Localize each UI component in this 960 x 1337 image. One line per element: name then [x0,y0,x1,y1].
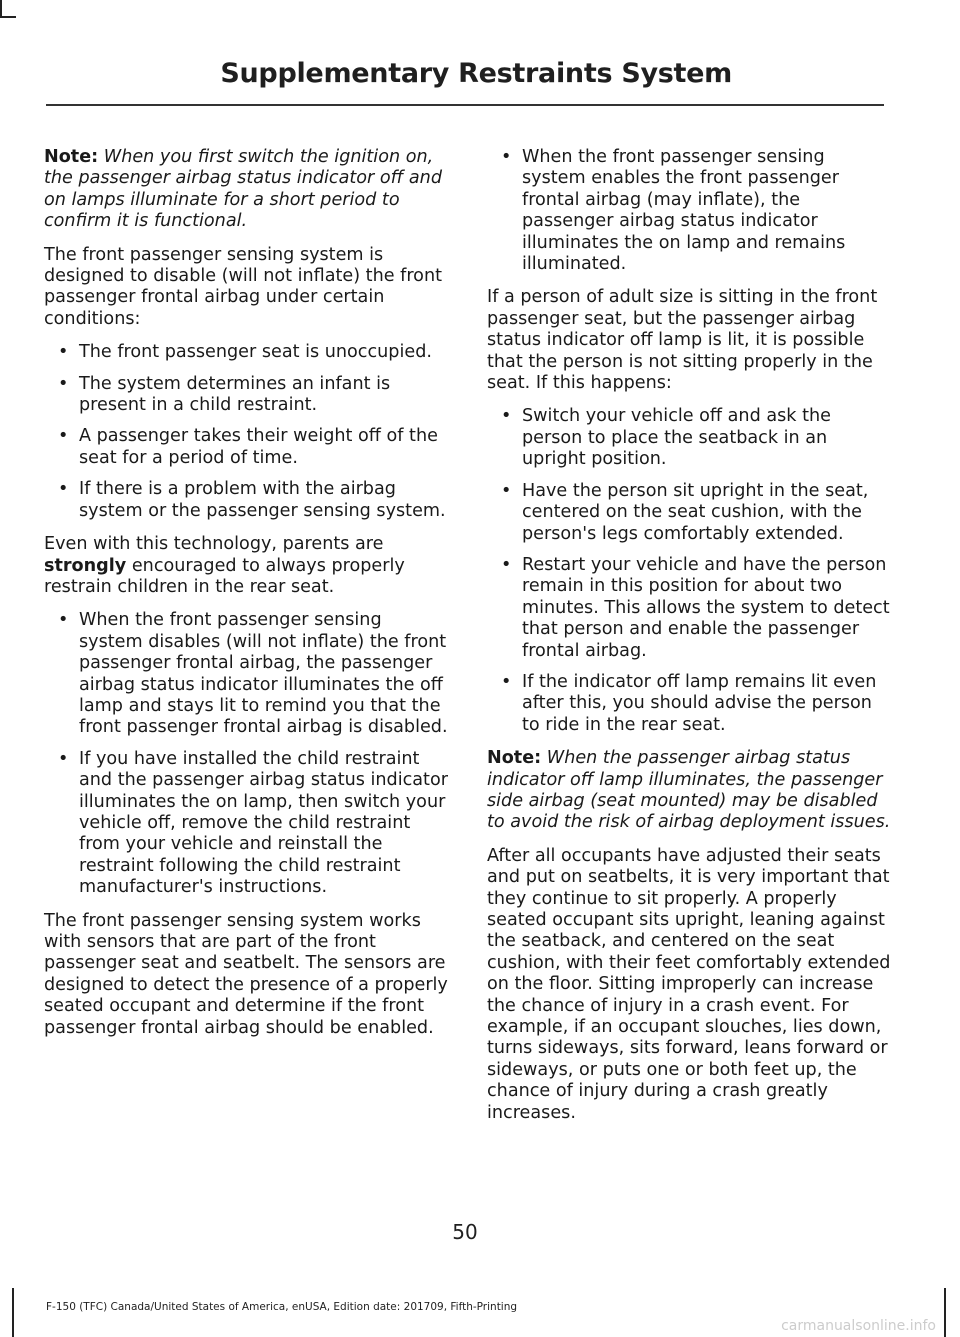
section-title: Supplementary Restraints System [220,58,732,89]
list-item [44,610,448,738]
bullet-icon: • [501,406,512,427]
text-run: encouraged to always properly restrain children in the rear seat. [44,555,405,597]
list-item [44,374,448,417]
bullet-icon: • [501,147,512,167]
bullet-icon: • [58,373,69,394]
body-paragraph [44,534,448,598]
bullet-list [487,147,891,275]
list-item [44,342,448,363]
list-item-text: Switch your vehicle off and ask the person to place the seatback in an upright position. [522,406,831,470]
crop-mark [12,1288,14,1337]
note-label: Note: [44,147,99,167]
body-paragraph: After all occupants have adjusted their seats and put on seatbelts, it is very important that they continue to sit properly. A properly seated occupant sits upright, leaning against the seatback, and centered on the seat cushion, with their feet comfortably extended on the floor. Sitting improperly can increase the chance of injury in a crash event. For example, if an occupant slouches, lies down, turns sideways, sits forward, leans forward or sideways, or puts one or both feet up, the chance of injury during a crash greatly increases. [487,845,891,1123]
crop-mark [0,16,16,18]
crop-mark [0,0,2,16]
list-item-text: The system determines an infant is present in a child restraint. [79,373,391,416]
footer-edition-text: F-150 (TFC) Canada/United States of America, enUSA, Edition date: 201709, Fifth-Printing [46,1301,518,1313]
bullet-icon: • [58,342,69,363]
emphasis-text: strongly [44,555,127,576]
body-paragraph: The front passenger sensing system is designed to disable (will not inflate) the front passenger frontal airbag under certain conditions: [44,244,442,329]
bullet-icon: • [501,554,512,575]
bullet-list [487,406,891,736]
note-text: When the passenger airbag status indicator off lamp illuminates, the passenger side airbag (seat mounted) may be disabled to avoid the risk of airbag deployment issues. [487,748,891,833]
list-item [487,555,891,662]
note-paragraph [44,147,448,233]
list-item [44,749,448,899]
bullet-list [44,342,448,522]
list-item-text: When the front passenger sensing system enables the front passenger frontal airbag (may inflate), the passenger airbag status indicator illuminates the on lamp and remains illuminated. [522,147,846,275]
note-label: Note: [487,748,542,769]
list-item-text: If you have installed the child restraint and the passenger airbag status indicator illuminates the on lamp, then switch your vehicle off, remove the child restraint from your vehicle and reinstall the restraint following the child restraint manufacturer's instructions. [79,748,448,898]
body-paragraph: The front passenger sensing system works with sensors that are part of the front passenger seat and seatbelt. The sensors are designed to detect the presence of a properly seated occupant and determine if the front passenger frontal airbag should be enabled. [44,910,448,1038]
bullet-icon: • [501,671,512,692]
crop-mark [944,1288,946,1337]
list-item [487,147,891,275]
right-column [487,147,891,1136]
list-item-text: If there is a problem with the airbag system or the passenger sensing system. [79,479,446,521]
header-divider [46,104,884,106]
left-column [44,147,448,1051]
list-item [487,672,891,736]
watermark: carmanualsonline.info [781,1318,936,1334]
bullet-icon: • [58,479,69,500]
note-text: When you first switch the ignition on, the passenger airbag status indicator off and on lamps illuminate for a short period to confirm it is functional. [44,147,442,232]
note-paragraph [487,748,891,834]
list-item-text: The front passenger seat is unoccupied. [79,342,432,363]
list-item-text: If the indicator off lamp remains lit even after this, you should advise the person to ride in the rear seat. [522,671,877,735]
bullet-icon: • [58,426,69,447]
list-item [44,479,448,522]
list-item-text: When the front passenger sensing system disables (will not inflate) the front passenger frontal airbag, the passenger airbag status indicator illuminates the off lamp and stays lit to remind you that the front passenger frontal airbag is disabled. [79,610,448,738]
bullet-icon: • [58,610,69,631]
list-item-text: A passenger takes their weight off of the seat for a period of time. [79,426,438,468]
list-item-text: Restart your vehicle and have the person remain in this position for about two minutes. This allows the system to detect that person and enable the passenger frontal airbag. [522,554,890,661]
list-item [487,406,891,470]
list-item [44,426,448,469]
body-paragraph: If a person of adult size is sitting in the front passenger seat, but the passenger airbag status indicator off lamp is lit, it is possible that the person is not sitting properly in the seat. If this happens: [487,287,878,394]
bullet-icon: • [58,748,69,769]
page-number: 50 [452,1220,478,1244]
bullet-icon: • [501,480,512,501]
text-run: Even with this technology, parents are [44,534,384,555]
list-item-text: Have the person sit upright in the seat, centered on the seat cushion, with the person's legs comfortably extended. [522,480,869,544]
list-item [487,481,891,545]
bullet-list [44,610,448,898]
